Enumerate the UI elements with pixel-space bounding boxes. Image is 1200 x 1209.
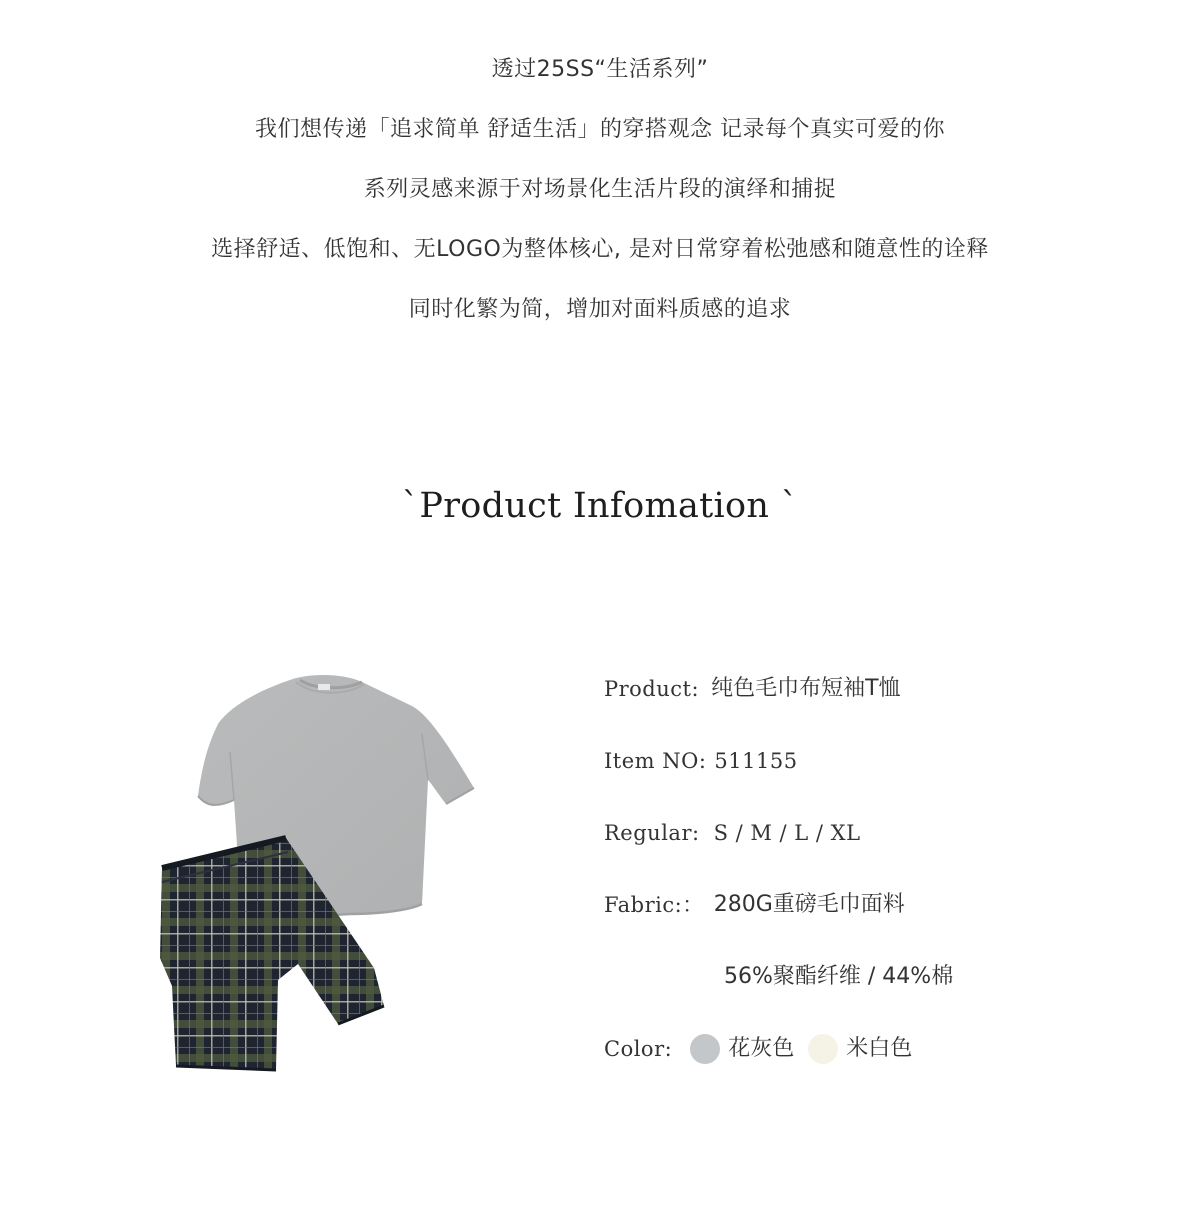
- intro-line-5: 同时化繁为简，增加对面料质感的追求: [408, 297, 792, 322]
- size-row: [604, 814, 1164, 886]
- color-option-grey: [690, 1030, 794, 1068]
- fabric-label: Fabric:：: [604, 893, 704, 917]
- fabric-row-2: [604, 958, 1164, 1030]
- fabric-row: [604, 886, 1164, 958]
- size-value: S / M / L / XL: [713, 821, 861, 845]
- item-number-value: 511155: [714, 749, 798, 773]
- fabric-value-line-2: 56%聚酯纤维 / 44%棉: [724, 964, 954, 989]
- intro-text: [0, 48, 1200, 348]
- intro-line-2: 我们想传递「追求简单 舒适生活」的穿搭观念 记录每个真实可爱的你: [255, 117, 945, 142]
- item-number-label: Item NO:: [604, 749, 707, 773]
- product-name-label: Product:: [604, 677, 700, 701]
- item-number-row: [604, 742, 1164, 814]
- intro-line-4: 选择舒适、低饱和、无LOGO为整体核心, 是对日常穿着松弛感和随意性的诠释: [211, 237, 989, 262]
- intro-line-3: 系列灵感来源于对场景化生活片段的演绎和捕捉: [363, 177, 837, 202]
- grey-swatch-icon: [690, 1034, 720, 1064]
- product-image: [150, 668, 490, 1078]
- size-label: Regular:: [604, 821, 700, 845]
- color-option-cream: [808, 1030, 912, 1068]
- product-name-row: [604, 670, 1164, 742]
- section-title: `Product Infomation `: [401, 486, 799, 526]
- color-row: [604, 1030, 1164, 1102]
- color-label: Color:: [604, 1037, 673, 1061]
- cream-swatch-icon: [808, 1034, 838, 1064]
- product-name-value: 纯色毛巾布短袖T恤: [711, 676, 901, 701]
- color-name-grey: 花灰色: [728, 1036, 795, 1061]
- color-name-cream: 米白色: [846, 1036, 913, 1061]
- fabric-value-line-1: 280G重磅毛巾面料: [713, 892, 905, 917]
- intro-line-1: 透过25SS“生活系列”: [491, 57, 709, 82]
- product-info: [604, 670, 1164, 1102]
- product-illustration: [150, 668, 490, 1078]
